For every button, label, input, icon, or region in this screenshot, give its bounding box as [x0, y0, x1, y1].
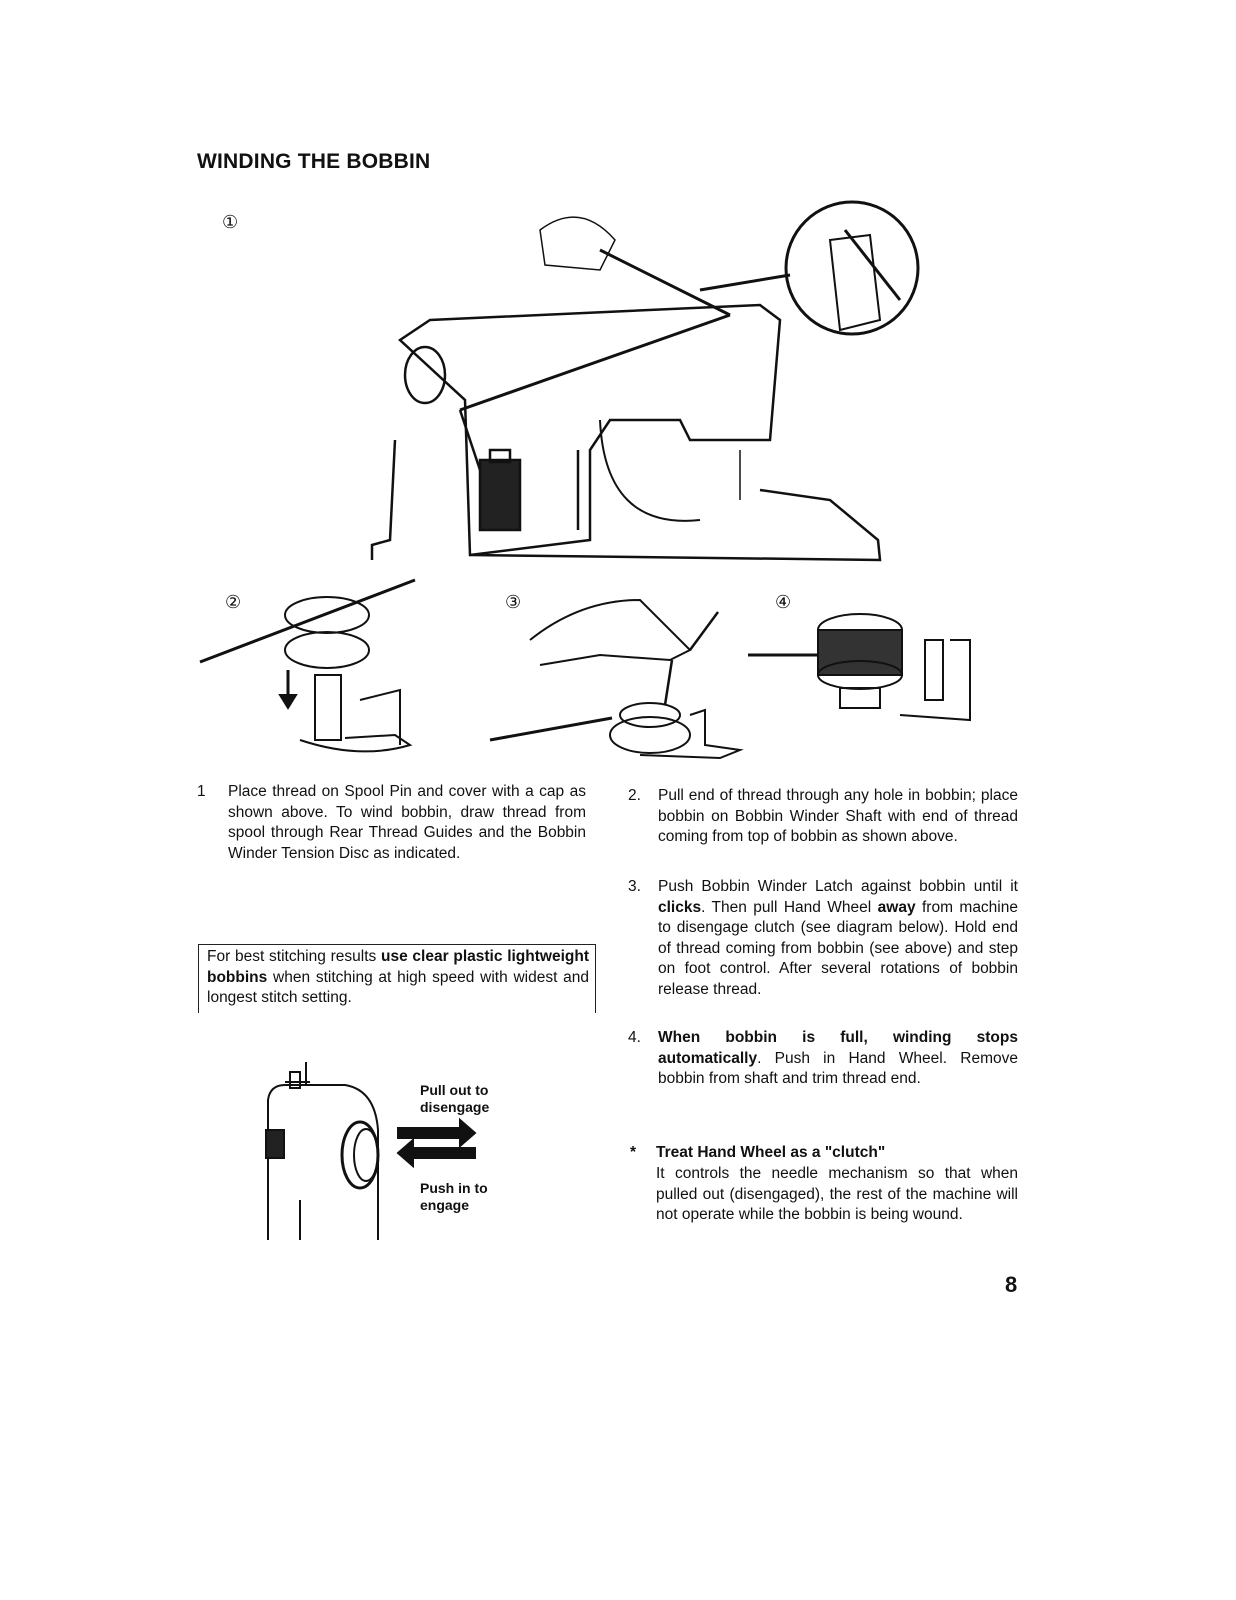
pull-out-label: Pull out to disengage [420, 1082, 490, 1115]
clutch-heading: Treat Hand Wheel as a "clutch" [656, 1144, 886, 1161]
figure-1-marker: ① [222, 212, 239, 232]
tip-text: For best stitching results [207, 948, 381, 965]
push-in-label: Push in to engage [420, 1180, 488, 1213]
figure-2-marker: ② [225, 592, 242, 612]
figure-3-marker: ③ [505, 592, 522, 612]
step-4-emphasis: When bobbin is full, winding stops automatically [658, 1029, 1018, 1067]
step-2-number: 2. [628, 787, 641, 804]
step-4-text-part: . Push in Hand Wheel. Remove bobbin from shaft and trim thread end. [658, 1049, 1018, 1088]
step-3-text-part: from machine to disengage clutch (see diagram below). Hold end of thread coming from bobbin (see above) and step on foot control. After several rotations of bobbin release thread. [658, 898, 1018, 998]
step-2-text: Pull end of thread through any hole in bobbin; place bobbin on Bobbin Winder Shaft with end of thread coming from top of bobbin as shown above. [658, 787, 1018, 846]
tip-emphasis: use clear plastic lightweight bobbins [207, 948, 589, 986]
step-1-text: Place thread on Spool Pin and cover with a cap as shown above. To wind bobbin, draw thread from spool through Rear Thread Guides and the Bobbin Winder Tension Disc as indicated. [228, 783, 586, 862]
figure-4-marker: ④ [775, 592, 792, 612]
step-1-number: 1 [197, 783, 206, 800]
step-3-number: 3. [628, 878, 641, 895]
page-number: 8 [1005, 1272, 1018, 1297]
step-3-emphasis: clicks [658, 898, 702, 916]
step-3-text-part: Push Bobbin Winder Latch against bobbin until it [658, 878, 1018, 895]
step-3-text-part: . Then pull Hand Wheel [701, 898, 878, 916]
tip-text-end: when stitching at high speed with widest and longest stitch setting. [207, 968, 589, 1007]
step-3-emphasis: away [877, 898, 916, 916]
step-4-text [658, 1028, 1018, 1090]
step-3-text [658, 877, 1018, 1001]
clutch-asterisk: * [630, 1144, 637, 1161]
clutch-text: It controls the needle mechanism so that when pulled out (disengaged), the rest of the machine will not operate while the bobbin is being wound. [656, 1165, 1018, 1224]
page-title: WINDING THE BOBBIN [197, 150, 431, 173]
step-4-number: 4. [628, 1029, 641, 1046]
